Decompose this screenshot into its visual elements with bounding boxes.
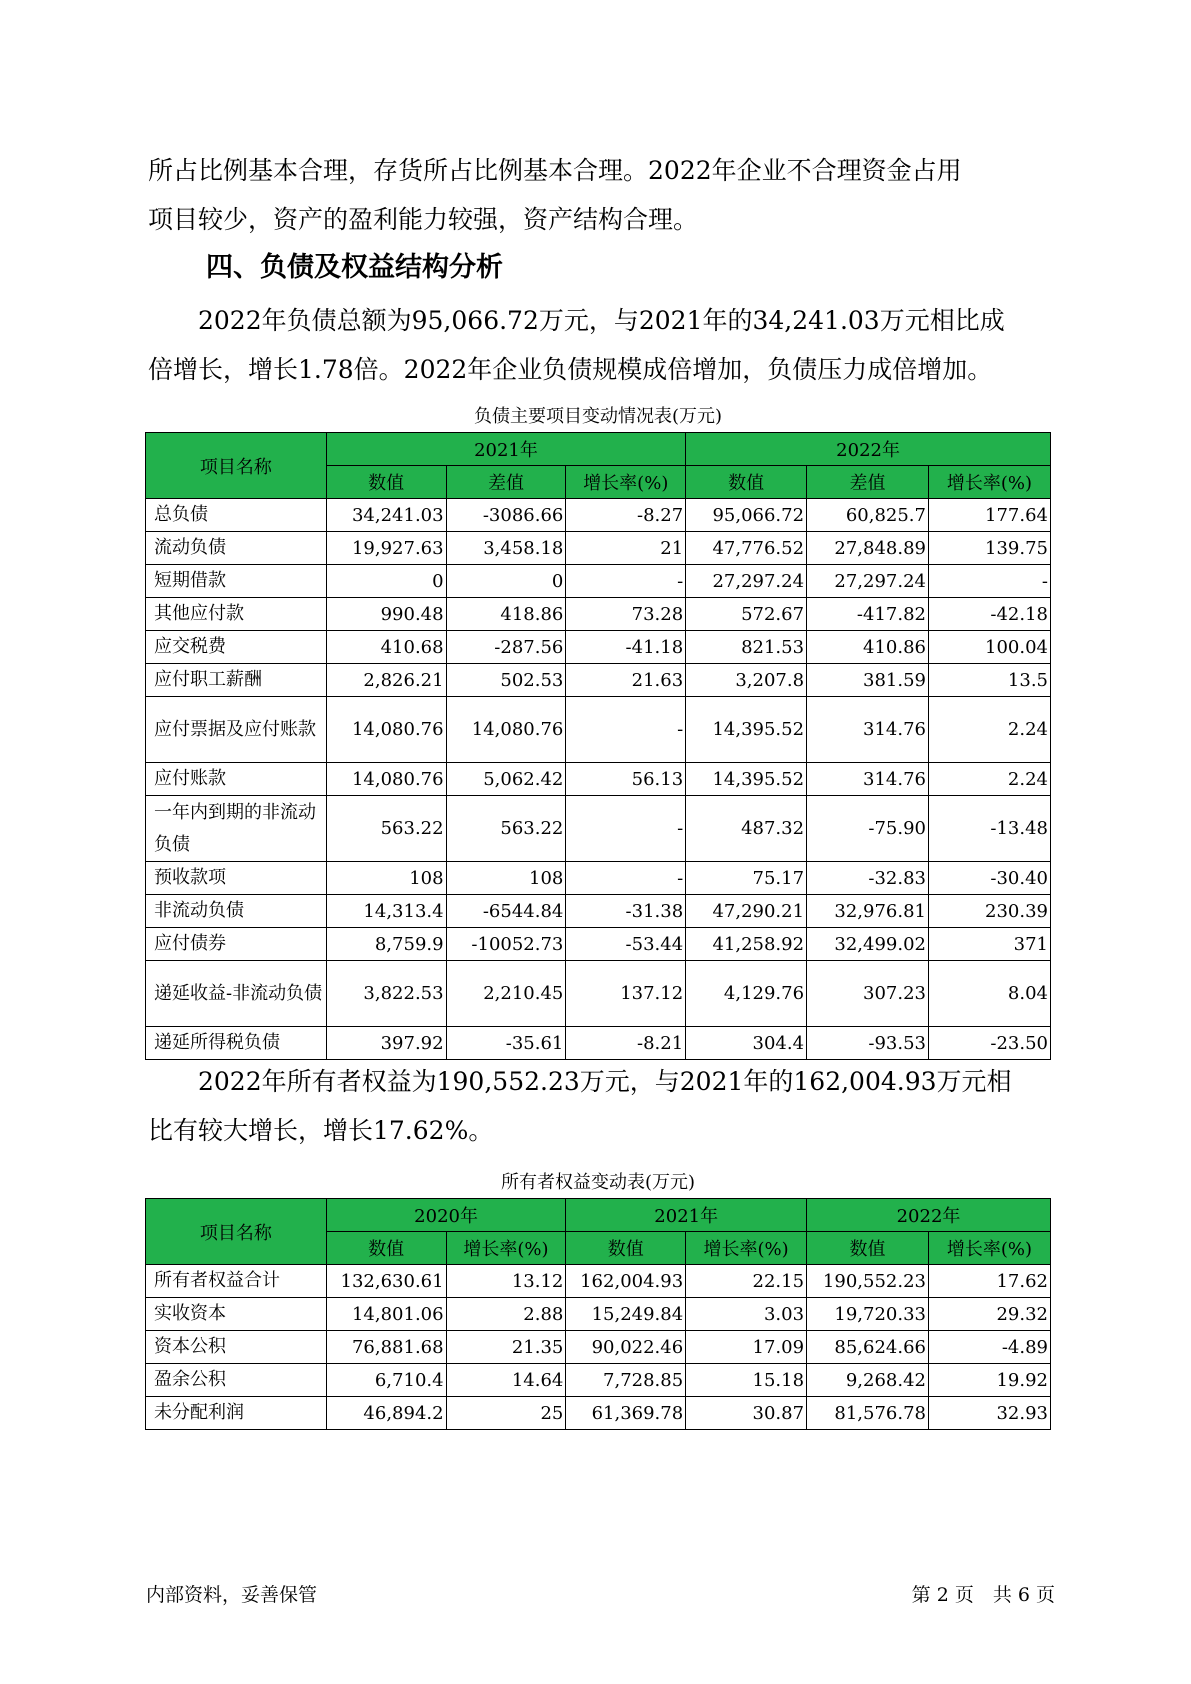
table-cell: -31.38 [566, 895, 686, 928]
table-row [146, 961, 1051, 1027]
table-cell: 21 [566, 532, 686, 565]
table-cell: -75.90 [807, 796, 929, 862]
row-label: 短期借款 [146, 565, 327, 598]
table-cell: 572.67 [686, 598, 807, 631]
row-label: 应付债券 [146, 928, 327, 961]
table-cell: 46,894.2 [326, 1397, 446, 1430]
col-header-year-2022: 2022年 [807, 1199, 1051, 1232]
table-row [146, 1027, 1051, 1060]
table-cell: 4,129.76 [686, 961, 807, 1027]
row-label: 递延所得税负债 [146, 1027, 327, 1060]
row-label: 应付账款 [146, 763, 327, 796]
table-cell: 30.87 [686, 1397, 807, 1430]
table-cell: 8,759.9 [326, 928, 446, 961]
table-cell: 22.15 [686, 1265, 807, 1298]
table-cell: 14,080.76 [446, 697, 566, 763]
row-label: 资本公积 [146, 1331, 327, 1364]
table-cell: - [566, 862, 686, 895]
table-cell: 177.64 [928, 499, 1050, 532]
table-row [146, 1364, 1051, 1397]
table-row [146, 631, 1051, 664]
table-cell: 95,066.72 [686, 499, 807, 532]
table-row [146, 928, 1051, 961]
table-cell: 19,720.33 [807, 1298, 929, 1331]
table-cell: 14,395.52 [686, 763, 807, 796]
table-cell: 19.92 [928, 1364, 1050, 1397]
subhead-growth: 增长率(%) [928, 1232, 1050, 1265]
row-label: 非流动负债 [146, 895, 327, 928]
table-cell: 27,848.89 [807, 532, 929, 565]
table-cell: - [566, 565, 686, 598]
table-cell: 137.12 [566, 961, 686, 1027]
equity-table-body [146, 1265, 1051, 1430]
table-cell: 29.32 [928, 1298, 1050, 1331]
table-cell: 15.18 [686, 1364, 807, 1397]
row-label: 实收资本 [146, 1298, 327, 1331]
table-cell: -417.82 [807, 598, 929, 631]
table-cell: 2.88 [446, 1298, 566, 1331]
table-cell: 47,776.52 [686, 532, 807, 565]
table-cell: 7,728.85 [566, 1364, 686, 1397]
table-cell: 100.04 [928, 631, 1050, 664]
row-label: 应交税费 [146, 631, 327, 664]
row-label: 未分配利润 [146, 1397, 327, 1430]
table-cell: 139.75 [928, 532, 1050, 565]
table-cell: - [566, 697, 686, 763]
col-header-item: 项目名称 [146, 433, 327, 499]
table-cell: -42.18 [928, 598, 1050, 631]
table-row [146, 598, 1051, 631]
table-row [146, 1397, 1051, 1430]
table-row [146, 1298, 1051, 1331]
table-cell: 13.12 [446, 1265, 566, 1298]
table-cell: 9,268.42 [807, 1364, 929, 1397]
table-cell: 410.68 [326, 631, 446, 664]
table-cell: 6,710.4 [326, 1364, 446, 1397]
table-cell: 14,080.76 [326, 763, 446, 796]
table-cell: 381.59 [807, 664, 929, 697]
table-cell: 314.76 [807, 763, 929, 796]
table-cell: 21.35 [446, 1331, 566, 1364]
table-cell: 21.63 [566, 664, 686, 697]
table-cell: -4.89 [928, 1331, 1050, 1364]
row-label: 所有者权益合计 [146, 1265, 327, 1298]
liability-para-line-1: 2022年负债总额为95,066.72万元，与2021年的34,241.03万元相比成 [148, 306, 1005, 335]
table-row [146, 565, 1051, 598]
subhead-diff: 差值 [446, 466, 566, 499]
table-cell: 85,624.66 [807, 1331, 929, 1364]
table-cell: 56.13 [566, 763, 686, 796]
table-cell: 410.86 [807, 631, 929, 664]
table-cell: 418.86 [446, 598, 566, 631]
table-cell: -287.56 [446, 631, 566, 664]
table-cell: 397.92 [326, 1027, 446, 1060]
equity-para-line-1: 2022年所有者权益为190,552.23万元，与2021年的162,004.93万元相 [148, 1067, 1012, 1096]
subhead-growth: 增长率(%) [928, 466, 1050, 499]
table-cell: 0 [326, 565, 446, 598]
table-cell: 32,499.02 [807, 928, 929, 961]
table-cell: -32.83 [807, 862, 929, 895]
table-cell: 3,822.53 [326, 961, 446, 1027]
table-cell: -8.21 [566, 1027, 686, 1060]
table-row [146, 532, 1051, 565]
table-cell: 2.24 [928, 763, 1050, 796]
table-cell: 162,004.93 [566, 1265, 686, 1298]
table-row [146, 862, 1051, 895]
table-cell: 14,801.06 [326, 1298, 446, 1331]
table-cell: 17.09 [686, 1331, 807, 1364]
row-label: 流动负债 [146, 532, 327, 565]
table-row [146, 1331, 1051, 1364]
equity-table-caption: 所有者权益变动表(万元) [500, 1172, 696, 1193]
table-cell: 75.17 [686, 862, 807, 895]
subhead-value: 数值 [566, 1232, 686, 1265]
table-cell: 3.03 [686, 1298, 807, 1331]
table-cell: 304.4 [686, 1027, 807, 1060]
footer-page-number: 第 2 页 共 6 页 [911, 1584, 1055, 1606]
table-cell: -13.48 [928, 796, 1050, 862]
table-cell: 502.53 [446, 664, 566, 697]
table-cell: 3,458.18 [446, 532, 566, 565]
table-cell: 108 [326, 862, 446, 895]
table-cell: -93.53 [807, 1027, 929, 1060]
table-cell: -23.50 [928, 1027, 1050, 1060]
row-label: 盈余公积 [146, 1364, 327, 1397]
table-cell: 3,207.8 [686, 664, 807, 697]
table-cell: 14,080.76 [326, 697, 446, 763]
table-cell: 27,297.24 [686, 565, 807, 598]
table-cell: -8.27 [566, 499, 686, 532]
table-cell: 17.62 [928, 1265, 1050, 1298]
table-cell: 990.48 [326, 598, 446, 631]
table-cell: 190,552.23 [807, 1265, 929, 1298]
section-heading: 四、负债及权益结构分析 [206, 252, 503, 283]
subhead-growth: 增长率(%) [566, 466, 686, 499]
row-label: 总负债 [146, 499, 327, 532]
table-cell: 81,576.78 [807, 1397, 929, 1430]
col-header-item: 项目名称 [146, 1199, 327, 1265]
table-cell: -35.61 [446, 1027, 566, 1060]
subhead-value: 数值 [326, 466, 446, 499]
table-cell: 41,258.92 [686, 928, 807, 961]
table-cell: - [566, 796, 686, 862]
subhead-growth: 增长率(%) [446, 1232, 566, 1265]
subhead-diff: 差值 [807, 466, 929, 499]
table-cell: 73.28 [566, 598, 686, 631]
table-cell: -30.40 [928, 862, 1050, 895]
col-header-year-2020: 2020年 [326, 1199, 566, 1232]
liability-para-line-2: 倍增长，增长1.78倍。2022年企业负债规模成倍增加，负债压力成倍增加。 [148, 355, 993, 384]
subhead-value: 数值 [326, 1232, 446, 1265]
table-cell: 14,395.52 [686, 697, 807, 763]
table-cell: 132,630.61 [326, 1265, 446, 1298]
table-cell: 14,313.4 [326, 895, 446, 928]
table-cell: 2,826.21 [326, 664, 446, 697]
table-cell: 61,369.78 [566, 1397, 686, 1430]
equity-para-line-2: 比有较大增长，增长17.62%。 [148, 1116, 494, 1145]
row-label: 递延收益-非流动负债 [146, 961, 327, 1027]
footer-confidential-note: 内部资料，妥善保管 [146, 1584, 318, 1606]
col-header-year-2021: 2021年 [566, 1199, 807, 1232]
table-cell: 8.04 [928, 961, 1050, 1027]
subhead-growth: 增长率(%) [686, 1232, 807, 1265]
table-cell: 314.76 [807, 697, 929, 763]
table-cell: 32,976.81 [807, 895, 929, 928]
table-row [146, 1265, 1051, 1298]
subhead-value: 数值 [686, 466, 807, 499]
table-cell: 563.22 [446, 796, 566, 862]
table-row [146, 499, 1051, 532]
table-cell: 108 [446, 862, 566, 895]
table-cell: 2.24 [928, 697, 1050, 763]
equity-table [145, 1198, 1051, 1430]
row-label: 预收款项 [146, 862, 327, 895]
table-row [146, 895, 1051, 928]
table-cell: -3086.66 [446, 499, 566, 532]
table-cell: 76,881.68 [326, 1331, 446, 1364]
table-cell: 5,062.42 [446, 763, 566, 796]
table-cell: 487.32 [686, 796, 807, 862]
subhead-value: 数值 [807, 1232, 929, 1265]
table-cell: 230.39 [928, 895, 1050, 928]
table-cell: -53.44 [566, 928, 686, 961]
table-row [146, 697, 1051, 763]
table-cell: -10052.73 [446, 928, 566, 961]
liability-table [145, 432, 1051, 1060]
row-label: 应付职工薪酬 [146, 664, 327, 697]
table-cell: 90,022.46 [566, 1331, 686, 1364]
table-cell: -41.18 [566, 631, 686, 664]
table-cell: 27,297.24 [807, 565, 929, 598]
table-cell: 47,290.21 [686, 895, 807, 928]
table-cell: 371 [928, 928, 1050, 961]
table-cell: 32.93 [928, 1397, 1050, 1430]
row-label: 一年内到期的非流动负债 [146, 796, 327, 862]
table-cell: 14.64 [446, 1364, 566, 1397]
table-cell: 25 [446, 1397, 566, 1430]
table-cell: 307.23 [807, 961, 929, 1027]
table-cell: 34,241.03 [326, 499, 446, 532]
table-row [146, 763, 1051, 796]
intro-line-1: 所占比例基本合理，存货所占比例基本合理。2022年企业不合理资金占用 [148, 156, 962, 185]
row-label: 应付票据及应付账款 [146, 697, 327, 763]
table-cell: 13.5 [928, 664, 1050, 697]
table-cell: -6544.84 [446, 895, 566, 928]
table-cell: 2,210.45 [446, 961, 566, 1027]
table-row [146, 664, 1051, 697]
intro-line-2: 项目较少，资产的盈利能力较强，资产结构合理。 [148, 205, 699, 234]
table-cell: - [928, 565, 1050, 598]
table-cell: 15,249.84 [566, 1298, 686, 1331]
col-header-year-2022: 2022年 [686, 433, 1051, 466]
col-header-year-2021: 2021年 [326, 433, 685, 466]
table-cell: 60,825.7 [807, 499, 929, 532]
liability-table-body [146, 499, 1051, 1060]
liability-table-caption: 负债主要项目变动情况表(万元) [473, 406, 723, 427]
row-label: 其他应付款 [146, 598, 327, 631]
table-row [146, 796, 1051, 862]
table-cell: 0 [446, 565, 566, 598]
table-cell: 821.53 [686, 631, 807, 664]
table-cell: 19,927.63 [326, 532, 446, 565]
table-cell: 563.22 [326, 796, 446, 862]
